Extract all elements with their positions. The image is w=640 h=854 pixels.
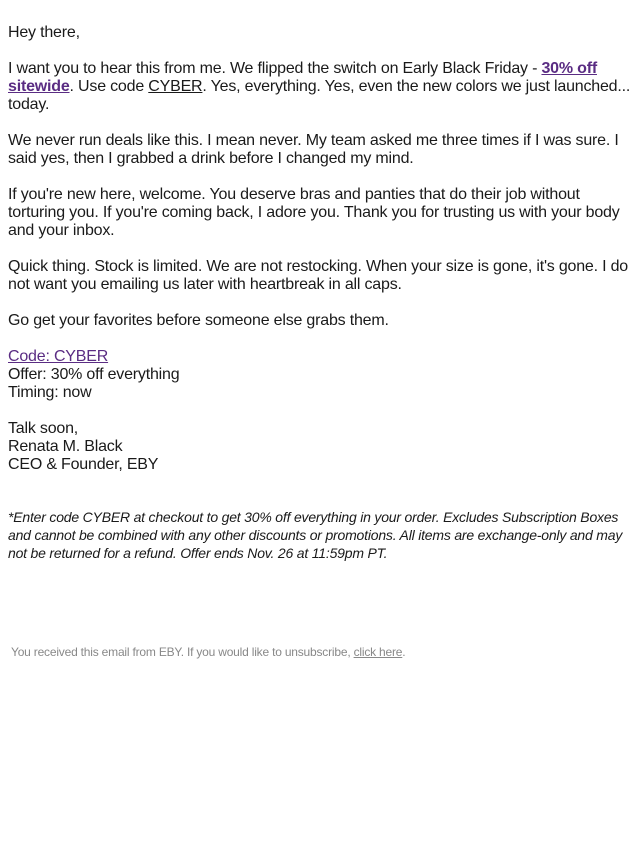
code-cyber-link[interactable]: Code: CYBER <box>8 348 109 365</box>
greeting: Hey there, <box>8 24 80 41</box>
intro-text-before: I want you to hear this from me. We flipped the switch on Early Black Friday - <box>8 60 542 77</box>
welcome-paragraph: If you're new here, welcome. You deserve bras and panties that do their job without torturing you. If you're coming back, I adore you. Thank you for trusting us with your body and your inbox. <box>8 186 620 239</box>
signoff <box>8 420 632 474</box>
stock-paragraph: Quick thing. Stock is limited. We are not restocking. When your size is gone, it's gone. I do not want you emailing us later with heartbreak in all caps. <box>8 258 629 293</box>
deal-paragraph: We never run deals like this. I mean never. My team asked me three times if I was sure. I said yes, then I grabbed a drink before I changed my mind. <box>8 132 619 167</box>
footer-text: You received this email from EBY. If you would like to unsubscribe, <box>11 645 354 659</box>
signoff-title: CEO & Founder, EBY <box>8 456 159 473</box>
cta-paragraph: Go get your favorites before someone else grabs them. <box>8 312 389 329</box>
sitewide-sale-link[interactable]: 30% off sitewide <box>8 60 597 95</box>
unsubscribe-link[interactable]: click here <box>353 645 403 659</box>
signoff-closing: Talk soon, <box>8 420 79 437</box>
email-footer <box>8 644 632 660</box>
disclaimer-text: *Enter code CYBER at checkout to get 30% off everything in your order. Excludes Subscription Boxes and cannot be combined with any other discounts or promotions. All items are exchange-only and may not be returned for a refund. Offer ends Nov. 26 at 11:59pm PT. <box>8 509 623 561</box>
intro-text-after: . Yes, everything. Yes, even the new colors we just launched... today. <box>8 78 631 113</box>
offer-line: Offer: 30% off everything <box>8 366 180 383</box>
signoff-name: Renata M. Black <box>8 438 123 455</box>
offer-summary <box>8 348 632 402</box>
intro-text-mid: . Use code <box>69 78 149 95</box>
footer-end: . <box>402 645 406 659</box>
intro-paragraph <box>8 60 632 114</box>
promo-code-link[interactable]: CYBER <box>148 78 203 95</box>
timing-line: Timing: now <box>8 384 92 401</box>
